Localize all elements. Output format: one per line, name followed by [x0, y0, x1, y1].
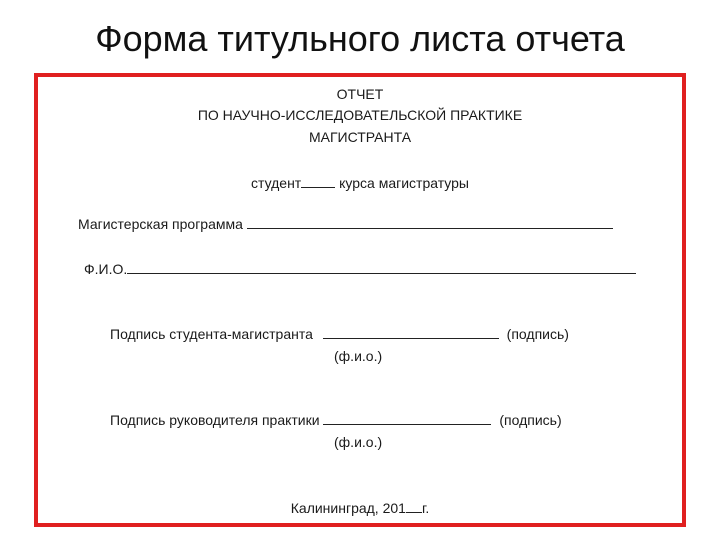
supervisor-signature-hint: (подпись) [499, 412, 562, 428]
fio-label: Ф.И.О. [84, 261, 128, 277]
supervisor-name-hint: (ф.и.о.) [334, 434, 383, 450]
student-label: студент [251, 175, 302, 191]
course-blank [301, 175, 335, 188]
slide-title: Форма титульного листа отчета [95, 18, 625, 59]
student-signature-label: Подпись студента-магистранта [110, 326, 313, 342]
program-label: Магистерская программа [78, 216, 243, 232]
student-signature-hint: (подпись) [506, 326, 569, 342]
student-name-hint: (ф.и.о.) [334, 348, 383, 364]
supervisor-signature-label: Подпись руководителя практики [110, 412, 320, 428]
fio-blank [127, 261, 636, 274]
city-year-label: Калининград, 201 [290, 500, 406, 516]
year-suffix: г. [421, 500, 430, 516]
fio-line [84, 260, 636, 278]
city-year-line [38, 499, 682, 517]
student-course-line [38, 174, 682, 192]
report-heading-line-1: ОТЧЕТ [336, 86, 384, 102]
course-label: курса магистратуры [339, 175, 469, 191]
report-heading-line-3: МАГИСТРАНТА [308, 129, 412, 145]
year-blank [406, 500, 422, 513]
supervisor-signature-blank [323, 412, 491, 425]
student-signature-line [110, 325, 569, 343]
program-blank [247, 216, 613, 229]
supervisor-signature-line [110, 411, 562, 429]
program-line [78, 215, 613, 233]
report-heading-line-2: ПО НАУЧНО-ИССЛЕДОВАТЕЛЬСКОЙ ПРАКТИКЕ [197, 107, 523, 123]
title-page-form [34, 73, 686, 527]
student-signature-blank [323, 326, 499, 339]
